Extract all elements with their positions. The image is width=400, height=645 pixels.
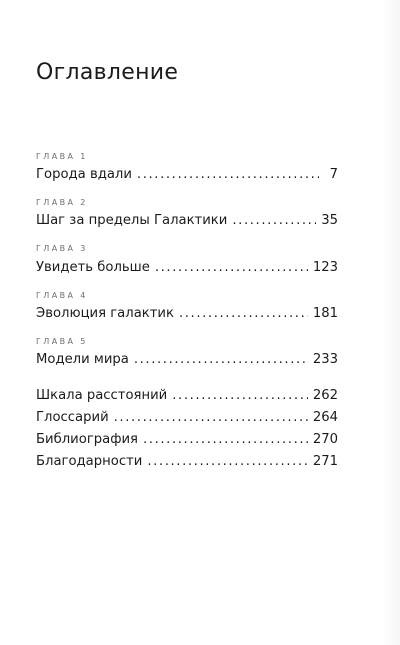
entry-page-number: 123 xyxy=(312,260,338,275)
entry-title: Шаг за пределы Галактики xyxy=(36,213,228,228)
entry-title: Города вдали xyxy=(36,167,132,182)
toc-entry-distance-scale[interactable] xyxy=(36,387,338,405)
entry-page-number: 35 xyxy=(321,213,338,228)
entry-page-number: 233 xyxy=(312,352,338,367)
toc-title: Оглавление xyxy=(36,60,179,85)
entry-title: Увидеть больше xyxy=(36,260,150,275)
entry-title: Модели мира xyxy=(36,352,129,367)
dot-leader xyxy=(172,387,308,405)
toc-entry-chapter-2[interactable] xyxy=(36,212,338,230)
chapter-3-label: ГЛАВА 3 xyxy=(36,244,88,253)
chapter-5-label: ГЛАВА 5 xyxy=(36,337,88,346)
entry-page-number: 264 xyxy=(312,410,338,425)
entry-title: Библиография xyxy=(36,432,138,447)
dot-leader xyxy=(179,305,308,323)
dot-leader xyxy=(114,409,308,427)
entry-title: Благодарности xyxy=(36,454,143,469)
entry-title: Глоссарий xyxy=(36,410,109,425)
toc-entry-acknowledgements[interactable] xyxy=(36,453,338,471)
toc-entry-chapter-4[interactable] xyxy=(36,305,338,323)
chapter-2-label: ГЛАВА 2 xyxy=(36,198,88,207)
entry-title: Эволюция галактик xyxy=(36,306,174,321)
dot-leader xyxy=(232,212,316,230)
entry-title: Шкала расстояний xyxy=(36,388,168,403)
toc-entry-bibliography[interactable] xyxy=(36,431,338,449)
toc-entry-glossary[interactable] xyxy=(36,409,338,427)
dot-leader xyxy=(134,351,308,369)
entry-page-number: 262 xyxy=(312,388,338,403)
entry-page-number: 7 xyxy=(329,167,338,182)
dot-leader xyxy=(143,431,308,449)
toc-entry-chapter-3[interactable] xyxy=(36,259,338,277)
dot-leader xyxy=(147,453,308,471)
toc-entry-chapter-5[interactable] xyxy=(36,351,338,369)
entry-page-number: 270 xyxy=(312,432,338,447)
entry-page-number: 181 xyxy=(312,306,338,321)
dot-leader xyxy=(137,166,319,184)
chapter-4-label: ГЛАВА 4 xyxy=(36,291,88,300)
chapter-1-label: ГЛАВА 1 xyxy=(36,152,88,161)
toc-entry-chapter-1[interactable] xyxy=(36,166,338,184)
dot-leader xyxy=(155,259,308,277)
entry-page-number: 271 xyxy=(312,454,338,469)
